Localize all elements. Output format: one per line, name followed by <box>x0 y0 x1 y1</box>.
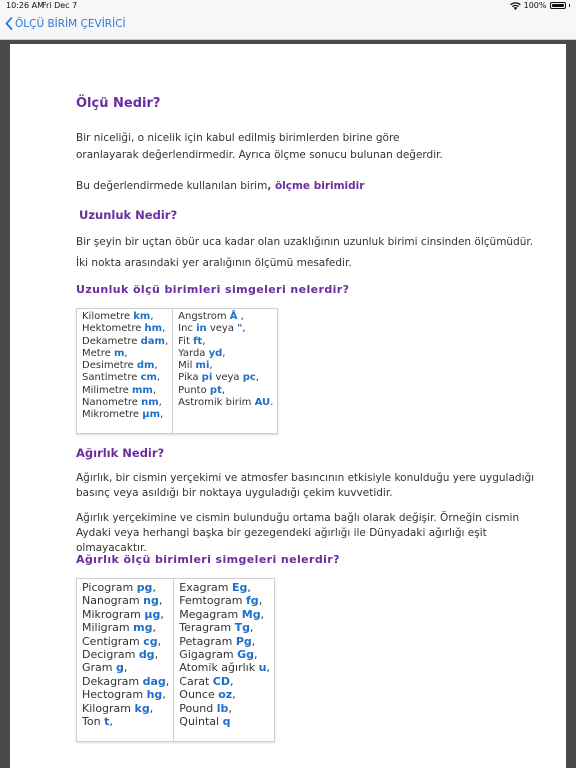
unit-symbol: pt <box>209 384 222 396</box>
unit-suffix: , <box>154 360 158 372</box>
unit-symbol-alt: " <box>237 323 243 335</box>
article-title: Ölçü Nedir? <box>76 96 161 111</box>
unit-row <box>179 661 270 674</box>
unit-name: Astromik birim <box>178 397 255 409</box>
unit-suffix: , <box>202 335 206 347</box>
unit-row <box>179 621 270 634</box>
unit-symbol: CD <box>212 674 231 688</box>
unit-name: Nanogram <box>82 594 144 608</box>
unit-suffix: , <box>154 648 159 662</box>
unit-row <box>82 311 168 323</box>
unit-symbol: mg <box>133 621 153 635</box>
weight-units-table <box>76 578 275 742</box>
unit-row <box>179 581 270 594</box>
unit-name: Quintal <box>179 715 223 729</box>
unit-suffix: , <box>123 661 128 675</box>
unit-symbol: t <box>104 715 110 729</box>
unit-name: Gram <box>82 661 116 675</box>
unit-symbol: Å <box>229 311 238 322</box>
unit-row <box>82 675 169 688</box>
unit-name: Dekagram <box>82 674 143 688</box>
weight-units-col2 <box>174 579 275 742</box>
unit-row <box>179 608 270 621</box>
unit-name: Ton <box>82 715 105 729</box>
unit-symbol: hg <box>146 688 163 702</box>
unit-suffix: , <box>221 384 226 396</box>
unit-name: Hectogram <box>82 688 147 702</box>
unit-symbol: lb <box>216 701 229 715</box>
unit-row <box>82 323 168 335</box>
unit-suffix: , <box>209 360 213 372</box>
status-bar <box>0 0 576 12</box>
unit-row <box>82 702 169 715</box>
unit-row <box>82 715 169 728</box>
unit-row <box>178 372 273 384</box>
unit-symbol: u <box>258 661 267 675</box>
unit-name: Nanometre <box>82 397 142 409</box>
unit-name: Santimetre <box>82 372 141 384</box>
unit-name: Punto <box>178 384 210 396</box>
unit-name: Dekametre <box>82 335 141 347</box>
paragraph-agirlik-definition: Ağırlık, bir cismin yerçekimi ve atmosfer basıncının etkisiyle konulduğu yere uyguladığı basınç veya asıldığı bir noktaya uyguladığı çekim kuvvetidir. <box>76 472 535 499</box>
unit-row <box>82 608 169 621</box>
unit-name: Exagram <box>179 581 232 594</box>
unit-symbol: yd <box>208 347 223 359</box>
unit-suffix: , <box>109 715 113 729</box>
unit-symbol: q <box>222 715 231 729</box>
status-time: 10:26 AM <box>6 1 44 10</box>
unit-row <box>82 409 168 421</box>
unit-symbol: pg <box>136 581 153 594</box>
unit-symbol: dag <box>142 674 166 688</box>
length-units-table <box>76 308 278 434</box>
unit-name: Gigagram <box>179 648 238 662</box>
unit-suffix: , <box>260 607 265 621</box>
paragraph-olcu-definition: Bir niceliği, o nicelik için kabul edilmiş birimlerden birine göre oranlayarak değerlendirmedir. Ayrıca ölçme sonucu bulunan değerdir. <box>76 132 443 161</box>
paragraph-uzunluk-definition: Bir şeyin bir uçtan öbür uca kadar olan uzaklığının uzunluk birimi cinsinden ölçümüdür. <box>76 236 534 248</box>
unit-symbol: µg <box>144 607 161 621</box>
unit-suffix: . <box>270 397 274 409</box>
unit-name: Centigram <box>82 634 144 648</box>
unit-row <box>178 336 273 348</box>
unit-row <box>82 397 168 409</box>
unit-row <box>82 348 168 360</box>
unit-suffix: , <box>258 594 263 608</box>
unit-name: Yarda <box>178 347 209 359</box>
unit-suffix: , <box>152 621 156 635</box>
unit-suffix: , <box>251 634 256 648</box>
back-button[interactable] <box>5 17 126 30</box>
unit-suffix: , <box>242 323 246 335</box>
unit-row <box>82 621 169 634</box>
unit-row <box>178 311 273 323</box>
unit-name: Carat <box>179 674 213 688</box>
status-date: Fri Dec 7 <box>42 1 78 10</box>
status-right <box>510 1 570 10</box>
unit-suffix: , <box>124 347 128 359</box>
unit-suffix: , <box>149 701 154 715</box>
unit-name: Desimetre <box>82 360 137 372</box>
unit-symbol: AU <box>254 397 271 409</box>
unit-row <box>82 648 169 661</box>
unit-name: Kilometre <box>82 311 134 322</box>
unit-name: Mikrometre <box>82 409 143 421</box>
unit-name: Ounce <box>179 688 219 702</box>
unit-suffix: , <box>255 372 260 384</box>
unit-row <box>82 581 169 594</box>
unit-name: Teragram <box>179 621 235 635</box>
unit-suffix: , <box>247 581 251 594</box>
unit-suffix: , <box>158 594 163 608</box>
unit-symbol: Pg <box>235 634 252 648</box>
unit-row <box>179 594 270 607</box>
unit-symbol: oz <box>218 688 233 702</box>
nav-bar <box>0 12 576 40</box>
unit-suffix: , <box>266 661 270 675</box>
unit-row <box>82 594 169 607</box>
length-units-col1 <box>77 309 173 434</box>
unit-symbol: ng <box>143 594 159 608</box>
unit-row <box>82 635 169 648</box>
unit-row <box>179 635 270 648</box>
unit-suffix: , <box>160 607 164 621</box>
unit-row <box>82 360 168 372</box>
unit-suffix: , <box>222 347 226 359</box>
unit-name: Inc <box>178 323 197 335</box>
weight-units-col1 <box>77 579 174 742</box>
unit-name: Megagram <box>179 607 242 621</box>
unit-suffix: , <box>160 409 164 421</box>
paragraph-agirlik-degisim: Ağırlık yerçekimine ve cismin bulunduğu ortama bağlı olarak değişir. Örneğin cismin Aydaki veya herhangi başka bir gezegendeki ağırlığı ile Dünyadaki ağırlığı eşit olmayacaktır. <box>76 512 520 554</box>
unit-symbol: dam <box>140 335 165 347</box>
unit-symbol: ft <box>193 335 203 347</box>
battery-icon <box>550 2 566 9</box>
unit-row <box>179 702 270 715</box>
uzunluk-heading: Uzunluk Nedir? <box>79 208 178 222</box>
back-label: ÖLÇÜ BİRİM ÇEVİRİCİ <box>15 17 126 30</box>
unit-row <box>178 323 273 335</box>
unit-suffix: , <box>228 701 232 715</box>
unit-symbol: fg <box>246 594 259 608</box>
unit-suffix: , <box>253 648 258 662</box>
unit-name: Pika <box>178 372 202 384</box>
unit-name: Mil <box>178 360 196 372</box>
unit-suffix: , <box>156 372 161 384</box>
unit-suffix: , <box>250 621 254 635</box>
unit-suffix: , <box>162 323 166 335</box>
unit-name: Metre <box>82 347 114 359</box>
unit-name: Femtogram <box>179 594 247 608</box>
length-units-col2 <box>173 309 278 434</box>
unit-separator: veya <box>206 323 238 335</box>
unit-symbol: kg <box>134 701 150 715</box>
unit-row <box>178 397 273 409</box>
olcu-birimi-highlight: , ölçme birimidir <box>267 180 365 192</box>
unit-symbol: dm <box>136 360 155 372</box>
unit-symbol: nm <box>141 397 159 409</box>
unit-suffix: , <box>237 311 244 322</box>
unit-symbol: cg <box>143 634 158 648</box>
paragraph-olcu-birimi-text: Bu değerlendirmede kullanılan birim <box>76 180 268 192</box>
paragraph-olcu-birimi <box>76 178 536 195</box>
unit-row <box>179 715 270 728</box>
unit-suffix: , <box>152 384 157 396</box>
unit-row <box>82 385 168 397</box>
unit-symbol: km <box>133 311 151 322</box>
unit-name: Decigram <box>82 648 139 662</box>
unit-name: Picogram <box>82 581 137 594</box>
unit-suffix: , <box>157 634 162 648</box>
weight-units-heading: Ağırlık ölçü birimleri simgeleri nelerdir? <box>76 553 340 566</box>
unit-suffix: , <box>158 397 162 409</box>
battery-percent: 100% <box>523 1 547 10</box>
unit-suffix: , <box>232 688 236 702</box>
unit-symbol: in <box>196 323 207 335</box>
unit-symbol: pi <box>201 372 213 384</box>
unit-name: Angstrom <box>178 311 230 322</box>
unit-name: Pound <box>179 701 217 715</box>
unit-symbol: µm <box>142 409 161 421</box>
unit-name: Petagram <box>179 634 236 648</box>
agirlik-heading: Ağırlık Nedir? <box>76 446 165 460</box>
unit-row <box>82 661 169 674</box>
unit-suffix: , <box>162 688 166 702</box>
battery-tip <box>569 4 571 7</box>
unit-row <box>82 336 168 348</box>
unit-symbol-alt: pc <box>242 372 256 384</box>
unit-suffix: , <box>164 335 169 347</box>
chevron-left-icon <box>5 17 13 30</box>
unit-row <box>178 385 273 397</box>
unit-name: Miligram <box>82 621 134 635</box>
unit-name: Mikrogram <box>82 607 145 621</box>
unit-symbol: Tg <box>234 621 251 635</box>
unit-name: Atomik ağırlık <box>179 661 259 675</box>
unit-row <box>179 648 270 661</box>
unit-symbol: mm <box>132 384 153 396</box>
unit-suffix: , <box>150 311 154 322</box>
unit-row <box>82 688 169 701</box>
wifi-icon <box>510 2 521 10</box>
unit-name: Milimetre <box>82 384 132 396</box>
unit-suffix: , <box>152 581 156 594</box>
unit-symbol: mi <box>195 360 210 372</box>
unit-symbol: Gg <box>237 648 254 662</box>
unit-suffix: , <box>165 674 170 688</box>
article-page[interactable] <box>10 44 566 768</box>
unit-separator: veya <box>212 372 243 384</box>
length-units-heading: Uzunluk ölçü birimleri simgeleri nelerdir? <box>76 283 350 296</box>
unit-symbol: m <box>113 347 125 359</box>
unit-row <box>178 360 273 372</box>
unit-symbol: hm <box>144 323 163 335</box>
unit-symbol: cm <box>140 372 157 384</box>
unit-name: Hektometre <box>82 323 145 335</box>
unit-row <box>179 675 270 688</box>
unit-row <box>178 348 273 360</box>
unit-symbol: g <box>116 661 124 675</box>
unit-name: Kilogram <box>82 701 135 715</box>
unit-symbol: dg <box>138 648 155 662</box>
unit-symbol: Eg <box>231 581 248 594</box>
unit-symbol: Mg <box>241 607 261 621</box>
unit-row <box>179 688 270 701</box>
paragraph-mesafe: İki nokta arasındaki yer aralığının ölçümü mesafedir. <box>76 257 352 269</box>
unit-row <box>82 372 168 384</box>
unit-name: Fit <box>178 335 194 347</box>
unit-suffix: , <box>230 674 234 688</box>
